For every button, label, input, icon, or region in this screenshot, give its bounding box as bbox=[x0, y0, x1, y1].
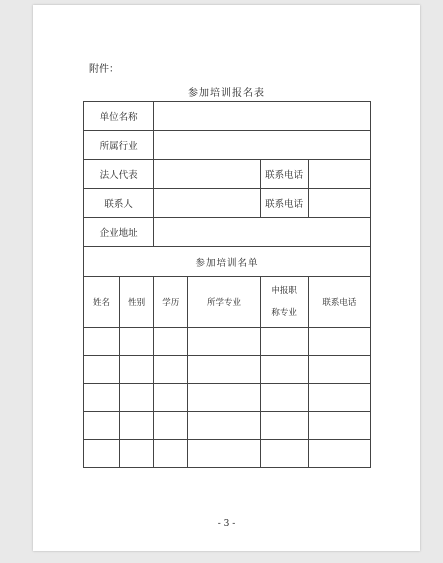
phone-value-1 bbox=[308, 160, 370, 189]
table-row bbox=[84, 440, 371, 468]
form-title: 参加培训报名表 bbox=[188, 88, 265, 99]
table-cell bbox=[308, 412, 370, 440]
phone-label-2: 联系电话 bbox=[260, 189, 308, 218]
table-cell bbox=[84, 328, 120, 356]
table-cell bbox=[188, 356, 260, 384]
table-cell bbox=[154, 412, 188, 440]
table-cell bbox=[260, 440, 308, 468]
col-header-name: 姓名 bbox=[84, 277, 120, 328]
col-header-applied-title bbox=[260, 277, 308, 328]
table-cell bbox=[84, 412, 120, 440]
table-row bbox=[84, 356, 371, 384]
col-header-education: 学历 bbox=[154, 277, 188, 328]
table-cell bbox=[84, 356, 120, 384]
table-cell bbox=[308, 440, 370, 468]
legal-rep-value bbox=[154, 160, 260, 189]
table-cell bbox=[84, 384, 120, 412]
col-header-phone: 联系电话 bbox=[308, 277, 370, 328]
table-row bbox=[84, 412, 371, 440]
roster-title: 参加培训名单 bbox=[84, 247, 371, 277]
table-cell bbox=[188, 412, 260, 440]
table-cell bbox=[120, 356, 154, 384]
table-row bbox=[84, 384, 371, 412]
col-header-major: 所学专业 bbox=[188, 277, 260, 328]
phone-label-1: 联系电话 bbox=[260, 160, 308, 189]
table-cell bbox=[188, 384, 260, 412]
table-cell bbox=[188, 440, 260, 468]
table-cell bbox=[120, 328, 154, 356]
document-page bbox=[33, 5, 420, 551]
table-cell bbox=[260, 328, 308, 356]
table-cell bbox=[308, 384, 370, 412]
col-header-gender: 性别 bbox=[120, 277, 154, 328]
table-row bbox=[84, 328, 371, 356]
table-cell bbox=[188, 328, 260, 356]
table-cell bbox=[84, 440, 120, 468]
table-cell bbox=[260, 356, 308, 384]
row-contact-person bbox=[84, 189, 371, 218]
row-unit-name bbox=[84, 102, 371, 131]
table-cell bbox=[154, 384, 188, 412]
unit-name-value bbox=[154, 102, 371, 131]
table-cell bbox=[120, 412, 154, 440]
row-legal-rep bbox=[84, 160, 371, 189]
table-cell bbox=[308, 328, 370, 356]
industry-value bbox=[154, 131, 371, 160]
row-industry bbox=[84, 131, 371, 160]
table-cell bbox=[154, 440, 188, 468]
table-cell bbox=[154, 328, 188, 356]
contact-person-label: 联系人 bbox=[84, 189, 154, 218]
address-value bbox=[154, 218, 371, 247]
applied-title-line1: 申报职 bbox=[271, 286, 297, 296]
row-address bbox=[84, 218, 371, 247]
contact-person-value bbox=[154, 189, 260, 218]
roster-header-row bbox=[84, 277, 371, 328]
table-cell bbox=[154, 356, 188, 384]
applied-title-line2: 称专业 bbox=[271, 308, 297, 318]
table-cell bbox=[308, 356, 370, 384]
attachment-label: 附件： bbox=[89, 64, 119, 75]
legal-rep-label: 法人代表 bbox=[84, 160, 154, 189]
table-cell bbox=[120, 440, 154, 468]
page-number: - 3 - bbox=[217, 519, 236, 529]
registration-table bbox=[83, 101, 371, 468]
table-cell bbox=[260, 412, 308, 440]
address-label: 企业地址 bbox=[84, 218, 154, 247]
table-cell bbox=[120, 384, 154, 412]
table-cell bbox=[260, 384, 308, 412]
industry-label: 所属行业 bbox=[84, 131, 154, 160]
phone-value-2 bbox=[308, 189, 370, 218]
unit-name-label: 单位名称 bbox=[84, 102, 154, 131]
row-roster-title bbox=[84, 247, 371, 277]
